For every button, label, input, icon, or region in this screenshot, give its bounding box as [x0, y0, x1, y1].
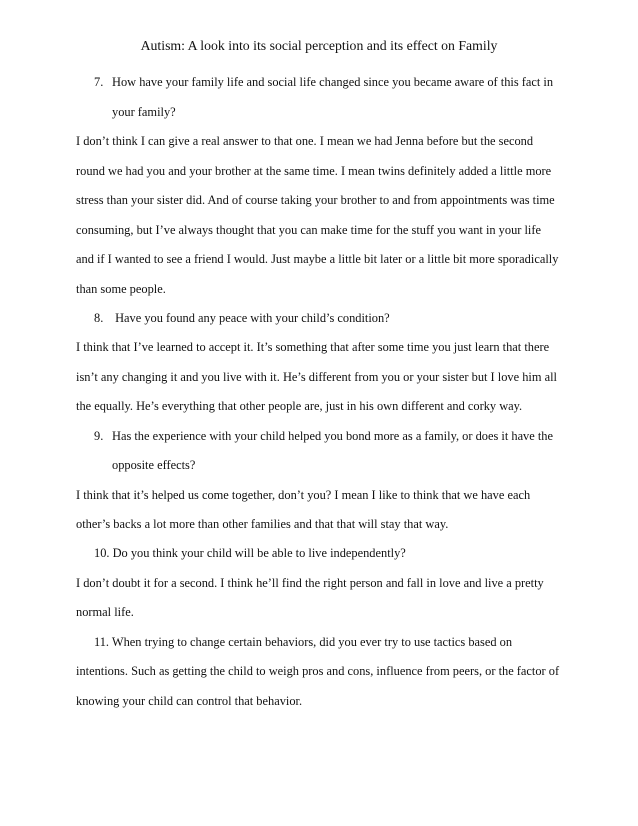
question-number: 7.	[94, 75, 104, 89]
question-9-continued: opposite effects?	[112, 458, 196, 472]
question-8	[94, 310, 390, 326]
answer-line: I don’t doubt it for a second. I think he’ll find the right person and fall in love and live a pretty	[76, 576, 544, 590]
answer-line: the equally. He’s everything that other people are, just in his own different and corky way.	[76, 399, 523, 413]
answer-line: intentions. Such as getting the child to weigh pros and cons, influence from peers, or the factor of	[76, 664, 560, 678]
answer-line: and if I wanted to see a friend I would. Just maybe a little bit later or a little bit more sporadically	[76, 252, 559, 266]
answer-line: other’s backs a lot more than other families and that that will stay that way.	[76, 517, 449, 531]
answer-line: normal life.	[76, 605, 134, 619]
question-text: How have your family life and social life changed since you became aware of this fact in	[112, 75, 554, 89]
question-number: 8.	[94, 311, 104, 325]
answer-line: I think that it’s helped us come together, don’t you? I mean I like to think that we have each	[76, 488, 531, 502]
question-number: 9.	[94, 429, 104, 443]
question-7-continued: your family?	[112, 105, 176, 119]
question-text: Have you found any peace with your child’s condition?	[112, 311, 390, 325]
question-10: 10. Do you think your child will be able to live independently?	[94, 546, 406, 560]
answer-line: than some people.	[76, 282, 166, 296]
question-text: Has the experience with your child helped you bond more as a family, or does it have the	[112, 429, 553, 443]
answer-line: knowing your child can control that behavior.	[76, 694, 303, 708]
question-9	[94, 428, 553, 444]
answer-line: isn’t any changing it and you live with it. He’s different from you or your sister but I love him all	[76, 370, 557, 384]
running-header: Autism: A look into its social perception and its effect on Family	[140, 38, 498, 53]
answer-line: stress than your sister did. And of course taking your brother to and from appointments was time	[76, 193, 555, 207]
answer-line: consuming, but I’ve always thought that you can make time for the stuff you want in your life	[76, 223, 542, 237]
answer-line: I don’t think I can give a real answer to that one. I mean we had Jenna before but the second	[76, 134, 534, 148]
answer-line: I think that I’ve learned to accept it. It’s something that after some time you just learn that there	[76, 340, 550, 354]
answer-line: round we had you and your brother at the same time. I mean twins definitely added a little more	[76, 164, 552, 178]
question-11: 11. When trying to change certain behaviors, did you ever try to use tactics based on	[94, 635, 513, 649]
question-7	[94, 74, 553, 90]
